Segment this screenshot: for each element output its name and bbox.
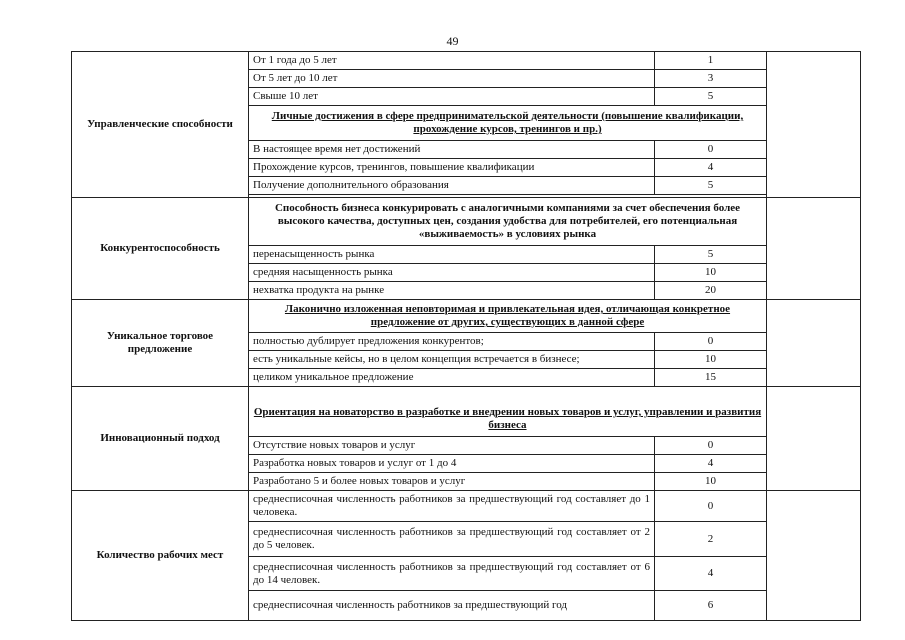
criterion-label: Разработка новых товаров и услуг от 1 до 4 [249, 455, 655, 473]
criterion-label: среднесписочная численность работников за предшествующий год [249, 591, 655, 621]
score-cell: 0 [655, 437, 767, 455]
empty-cell [767, 300, 861, 387]
table-row [72, 491, 861, 522]
table-row [72, 300, 861, 333]
criterion-label: Разработано 5 и более новых товаров и услуг [249, 473, 655, 491]
criterion-label: перенасыщенность рынка [249, 246, 655, 264]
category-cell: Управленческие способности [72, 52, 249, 198]
score-cell: 20 [655, 282, 767, 300]
score-cell: 2 [655, 522, 767, 557]
table-row [72, 387, 861, 437]
empty-cell [767, 491, 861, 621]
category-cell: Количество рабочих мест [72, 491, 249, 621]
criterion-label: нехватка продукта на рынке [249, 282, 655, 300]
category-cell: Инновационный подход [72, 387, 249, 491]
criterion-label: Прохождение курсов, тренингов, повышение квалификации [249, 159, 655, 177]
score-cell: 3 [655, 70, 767, 88]
criterion-label: среднесписочная численность работников за предшествующий год составляет от 6 до 14 человек. [249, 557, 655, 591]
criterion-label: полностью дублирует предложения конкурентов; [249, 333, 655, 351]
score-cell: 15 [655, 369, 767, 387]
score-cell: 5 [655, 177, 767, 195]
score-cell: 0 [655, 141, 767, 159]
empty-cell [767, 52, 861, 198]
criterion-label: Свыше 10 лет [249, 88, 655, 106]
score-cell: 10 [655, 473, 767, 491]
empty-cell [767, 198, 861, 300]
criterion-label: В настоящее время нет достижений [249, 141, 655, 159]
category-cell: Уникальное торговое предложение [72, 300, 249, 387]
score-cell: 5 [655, 88, 767, 106]
criterion-label: средняя насыщенность рынка [249, 264, 655, 282]
table-row [72, 198, 861, 246]
empty-cell [767, 387, 861, 491]
criteria-table [71, 51, 861, 621]
section-header: Личные достижения в сфере предпринимательской деятельности (повышение квалификации, прохождение курсов, тренингов и пр.) [249, 106, 767, 141]
score-cell: 0 [655, 491, 767, 522]
score-cell: 5 [655, 246, 767, 264]
criterion-label: среднесписочная численность работников за предшествующий год составляет до 1 человека. [249, 491, 655, 522]
score-cell: 6 [655, 591, 767, 621]
section-header: Лаконично изложенная неповторимая и привлекательная идея, отличающая конкретное предложение от других, существующих в данной сфере [249, 300, 767, 333]
criterion-label: Получение дополнительного образования [249, 177, 655, 195]
table-row [72, 52, 861, 70]
criterion-label: Отсутствие новых товаров и услуг [249, 437, 655, 455]
score-cell: 4 [655, 159, 767, 177]
section-header: Способность бизнеса конкурировать с аналогичными компаниями за счет обеспечения более высокого качества, доступных цен, создания удобства для потребителей, его потенциальная «выживаемость» в условиях рынка [249, 198, 767, 246]
criterion-label: есть уникальные кейсы, но в целом концепция встречается в бизнесе; [249, 351, 655, 369]
page-number: 49 [446, 34, 459, 48]
score-cell: 4 [655, 557, 767, 591]
score-cell: 10 [655, 351, 767, 369]
criterion-label: От 1 года до 5 лет [249, 52, 655, 70]
score-cell: 1 [655, 52, 767, 70]
score-cell: 4 [655, 455, 767, 473]
category-cell: Конкурентоспособность [72, 198, 249, 300]
criterion-label: От 5 лет до 10 лет [249, 70, 655, 88]
score-cell: 0 [655, 333, 767, 351]
criterion-label: целиком уникальное предложение [249, 369, 655, 387]
score-cell: 10 [655, 264, 767, 282]
criterion-label: среднесписочная численность работников за предшествующий год составляет от 2 до 5 человек. [249, 522, 655, 557]
section-header: Ориентация на новаторство в разработке и внедрении новых товаров и услуг, управлении и развития бизнеса [249, 387, 767, 437]
